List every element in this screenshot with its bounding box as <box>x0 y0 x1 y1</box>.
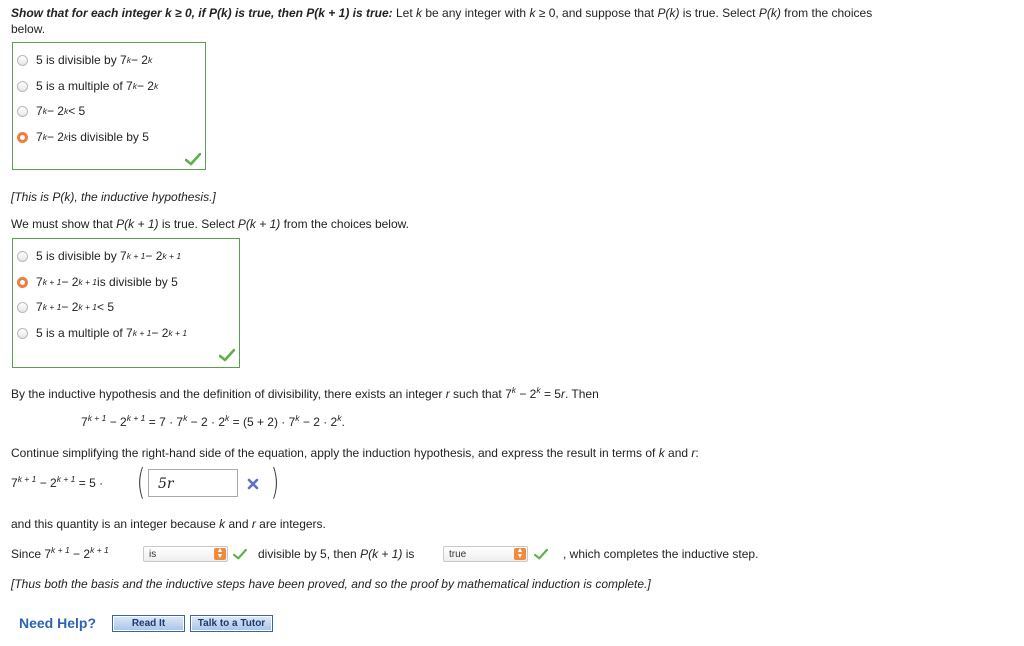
integer-note: and this quantity is an integer because k and r are integers. <box>11 517 326 531</box>
radio-button[interactable] <box>17 106 28 117</box>
expansion-equation: $7^{k + 1} - 2^{k + 1} = 7 \cdot 7^k - 2 \cdot 2^k = (5 + 2) \cdot 7^k - 2 \cdot 2^k$. <box>81 413 345 429</box>
pk1-choices-box <box>12 238 240 368</box>
since-text: Since $7^{k + 1} - 2^{k + 1}$ <box>11 545 109 561</box>
incorrect-x-icon <box>247 478 259 490</box>
radio-button-selected[interactable] <box>17 277 28 288</box>
since-text-cont: divisible by 5, then P(k + 1) is <box>258 547 415 561</box>
answer-input[interactable]: 5r <box>148 469 238 497</box>
radio-button[interactable] <box>17 328 28 339</box>
radio-button[interactable] <box>17 55 28 66</box>
question-heading: Show that for each integer k ≥ 0, if P(k) is true, then P(k + 1) is true: <box>11 6 393 20</box>
continue-instructions: Continue simplifying the right-hand side of the equation, apply the induction hypothesis, and express the result in terms of k and r: <box>11 446 699 460</box>
pk-option-2[interactable]: 5 is a multiple of 7 k − 2 k <box>17 77 158 95</box>
pk1-option-3[interactable]: 7 k + 1 − 2 k + 1 < 5 <box>17 298 114 316</box>
select-arrow-icon: ▲ ▼ <box>214 548 226 560</box>
radio-button[interactable] <box>17 251 28 262</box>
divisibility-select[interactable]: is ▲ ▼ <box>143 546 228 562</box>
hypothesis-note: [This is P(k), the inductive hypothesis.] <box>11 190 216 204</box>
read-it-button[interactable]: Read It <box>112 615 185 632</box>
right-paren: ) <box>270 462 280 503</box>
correct-check-icon <box>534 549 548 560</box>
answer-lhs: $7^{k + 1} - 2^{k + 1} = 5$ · <box>11 474 104 490</box>
correct-check-icon <box>233 549 247 560</box>
must-show-text: We must show that P(k + 1) is true. Select P(k + 1) from the choices below. <box>11 217 409 231</box>
radio-button[interactable] <box>17 302 28 313</box>
pk1-option-4[interactable]: 5 is a multiple of 7 k + 1 − 2 k + 1 <box>17 324 187 342</box>
left-paren: ( <box>136 462 146 503</box>
pk1-option-2[interactable]: 7 k + 1 − 2 k + 1 is divisible by 5 <box>17 273 178 291</box>
question-intro: Show that for each integer k ≥ 0, if P(k) is true, then P(k + 1) is true: Let k be any integer with k ≥ 0, and suppose that P(k) is true. Select P(k) from the choices <box>11 6 873 20</box>
need-help-label: Need Help? <box>19 615 97 631</box>
correct-check-icon <box>185 153 201 166</box>
truth-select[interactable]: true ▲ ▼ <box>443 546 528 562</box>
pk-option-1[interactable]: 5 is divisible by 7 k − 2 k <box>17 51 152 69</box>
since-text-end: , which completes the inductive step. <box>563 547 759 561</box>
question-intro-cont: below. <box>11 22 46 36</box>
pk-option-4[interactable]: 7 k − 2 k is divisible by 5 <box>17 128 149 146</box>
radio-button[interactable] <box>17 81 28 92</box>
talk-to-tutor-button[interactable]: Talk to a Tutor <box>190 615 273 632</box>
pk-option-3[interactable]: 7 k − 2 k < 5 <box>17 102 85 120</box>
select-arrow-icon: ▲ ▼ <box>514 548 526 560</box>
pk-choices-box <box>12 42 206 170</box>
correct-check-icon <box>219 349 235 362</box>
pk1-option-1[interactable]: 5 is divisible by 7 k + 1 − 2 k + 1 <box>17 247 181 265</box>
conclusion: [Thus both the basis and the inductive steps have been proved, and so the proof by mathematical induction is complete.] <box>11 577 651 591</box>
radio-button-selected[interactable] <box>17 132 28 143</box>
divisibility-text: By the inductive hypothesis and the definition of divisibility, there exists an integer r such that $7^k - 2^k = 5r$. Then <box>11 385 599 401</box>
